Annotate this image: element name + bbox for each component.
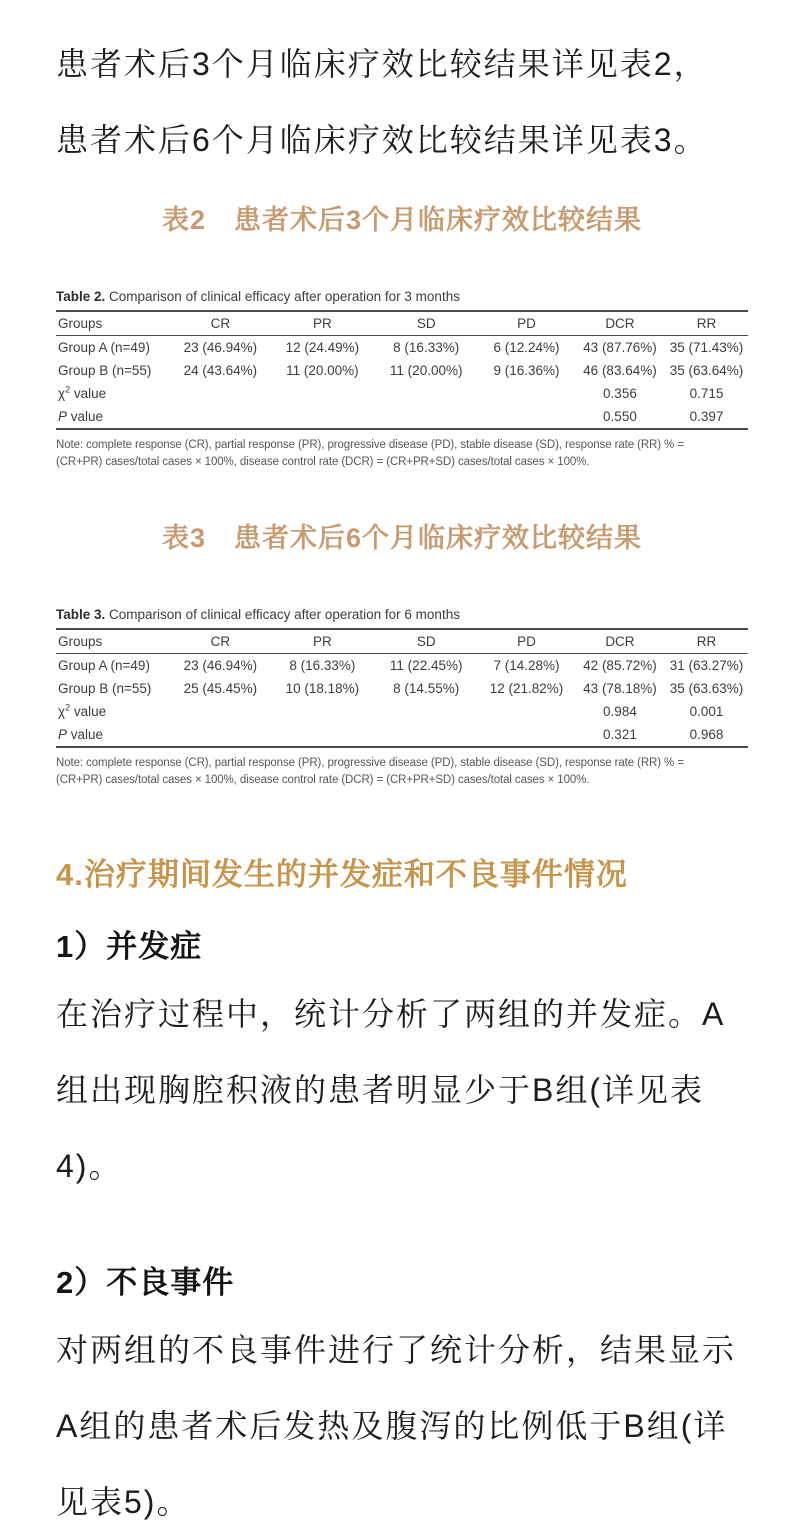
- table-cell: 6 (12.24%): [493, 339, 560, 355]
- column-header: Groups: [58, 633, 103, 649]
- table-cell: 12 (24.49%): [285, 339, 360, 355]
- table-cell: 35 (63.63%): [669, 680, 744, 696]
- row-label: $\chi^2$ value: [58, 384, 107, 401]
- table-cell: [478, 405, 575, 429]
- table-row: [56, 359, 748, 382]
- table-cell: [170, 382, 270, 405]
- table3-note-line-2: (CR+PR) cases/total cases × 100%, disease control rate (DCR) = (CR+PR+SD) cases/total cases × 100%.: [56, 773, 590, 786]
- table-cell: [478, 382, 575, 405]
- paragraph-line: 在治疗过程中，统计分析了两组的并发症。A: [56, 996, 726, 1032]
- column-header: CR: [210, 633, 231, 649]
- column-header: CR: [210, 315, 231, 331]
- table3-header-row: [56, 629, 748, 654]
- table-cell: 8 (14.55%): [393, 680, 460, 696]
- table-row: [56, 336, 748, 360]
- table-row: [56, 654, 748, 678]
- table-cell: 0.356: [603, 385, 637, 401]
- row-label: Group A (n=49): [58, 339, 150, 355]
- table-cell: 42 (85.72%): [583, 657, 657, 673]
- table-cell: 9 (16.36%): [493, 362, 560, 378]
- table-cell: 46 (83.64%): [583, 362, 657, 378]
- table2: [56, 310, 748, 430]
- table-cell: 10 (18.18%): [285, 680, 360, 696]
- table-cell: 0.321: [603, 726, 637, 742]
- column-header: SD: [416, 633, 436, 649]
- table-cell: 35 (71.43%): [669, 339, 744, 355]
- table-row: [56, 723, 748, 747]
- table-cell: [271, 382, 375, 405]
- table-cell: 0.550: [603, 408, 637, 424]
- table-cell: 8 (16.33%): [289, 657, 356, 673]
- table3-caption-cn: 表3 患者术后6个月临床疗效比较结果: [161, 523, 643, 553]
- row-label: $\chi^2$ value: [58, 702, 107, 719]
- table2-block: [56, 288, 748, 470]
- table-cell: 43 (78.18%): [583, 680, 657, 696]
- column-header: DCR: [605, 633, 635, 649]
- table2-note: [56, 437, 748, 470]
- table-cell: [374, 405, 478, 429]
- table-cell: [271, 700, 375, 723]
- table2-body: [56, 336, 748, 430]
- table-cell: 0.984: [603, 703, 637, 719]
- column-header: PD: [517, 315, 536, 331]
- paragraph-line: 组出现胸腔积液的患者明显少于B组(详见表: [56, 1072, 705, 1108]
- section4-heading: 4.治疗期间发生的并发症和不良事件情况: [56, 857, 628, 892]
- column-header: RR: [696, 633, 717, 649]
- table3-title: [56, 606, 748, 623]
- table-cell: [478, 723, 575, 747]
- table-cell: 7 (14.28%): [493, 657, 560, 673]
- table-cell: 11 (20.00%): [286, 362, 359, 378]
- table2-title-text: Comparison of clinical efficacy after operation for 3 months: [105, 289, 460, 304]
- column-header: Groups: [58, 315, 103, 331]
- row-label: P value: [58, 726, 104, 742]
- table-cell: [170, 723, 270, 747]
- table-row: [56, 700, 748, 723]
- table-cell: 12 (21.82%): [489, 680, 564, 696]
- table-cell: [271, 405, 375, 429]
- table3-note-line-1: Note: complete response (CR), partial response (PR), progressive disease (PD), stable disease (SD), response rate (RR) % =: [56, 757, 684, 769]
- table-row: [56, 405, 748, 429]
- table-cell: 43 (87.76%): [583, 339, 657, 355]
- table-cell: [374, 723, 478, 747]
- subsection1-title: 1）并发症: [56, 929, 203, 964]
- table-cell: 0.715: [689, 385, 724, 401]
- table3-note: [56, 755, 748, 788]
- table-cell: 11 (20.00%): [389, 362, 463, 378]
- row-label: Group B (n=55): [58, 680, 152, 696]
- table-cell: [170, 700, 270, 723]
- row-label: P value: [58, 408, 104, 424]
- table-cell: 11 (22.45%): [389, 657, 463, 673]
- column-header: PR: [313, 633, 332, 649]
- row-label: Group B (n=55): [58, 362, 152, 378]
- table2-note-line-2: (CR+PR) cases/total cases × 100%, disease control rate (DCR) = (CR+PR+SD) cases/total cases × 100%.: [56, 455, 590, 468]
- column-header: RR: [696, 315, 717, 331]
- table-cell: [170, 405, 270, 429]
- table3-title-label: Table 3.: [56, 607, 106, 622]
- subsection2-paragraph: [56, 1312, 748, 1540]
- table-row: [56, 382, 748, 405]
- intro-line-2: 患者术后6个月临床疗效比较结果详见表3。: [56, 122, 708, 158]
- table-cell: 25 (45.45%): [183, 680, 258, 696]
- intro-paragraph: [56, 26, 748, 178]
- table3-title-text: Comparison of clinical efficacy after operation for 6 months: [105, 607, 460, 622]
- table-cell: 31 (63.27%): [669, 657, 744, 673]
- table-cell: 0.968: [689, 726, 724, 742]
- column-header: PD: [517, 633, 536, 649]
- table-cell: 23 (46.94%): [183, 657, 258, 673]
- table-cell: [374, 700, 478, 723]
- row-label: Group A (n=49): [58, 657, 150, 673]
- table3-body: [56, 654, 748, 748]
- table2-header-row: [56, 311, 748, 336]
- intro-line-1: 患者术后3个月临床疗效比较结果详见表2，: [56, 46, 708, 82]
- table-cell: 8 (16.33%): [393, 339, 460, 355]
- subsection1-paragraph: [56, 976, 748, 1204]
- table-cell: 0.397: [689, 408, 724, 424]
- table-cell: 23 (46.94%): [183, 339, 258, 355]
- table2-title-label: Table 2.: [56, 289, 106, 304]
- table3: [56, 628, 748, 748]
- paragraph-line: 对两组的不良事件进行了统计分析，结果显示: [56, 1332, 737, 1368]
- table-cell: [271, 723, 375, 747]
- paragraph-line: 4)。: [56, 1148, 123, 1184]
- table-cell: 24 (43.64%): [183, 362, 258, 378]
- table-row: [56, 677, 748, 700]
- table-cell: [374, 382, 478, 405]
- table-cell: 35 (63.64%): [669, 362, 744, 378]
- column-header: DCR: [605, 315, 635, 331]
- table2-note-line-1: Note: complete response (CR), partial response (PR), progressive disease (PD), stable disease (SD), response rate (RR) % =: [56, 439, 684, 451]
- column-header: SD: [416, 315, 436, 331]
- table2-title: [56, 288, 748, 305]
- paragraph-line: 见表5)。: [56, 1484, 191, 1520]
- paragraph-line: A组的患者术后发热及腹泻的比例低于B组(详: [56, 1408, 728, 1444]
- column-header: PR: [313, 315, 332, 331]
- table-cell: 0.001: [689, 703, 724, 719]
- table-cell: [478, 700, 575, 723]
- table3-block: [56, 606, 748, 788]
- table2-caption-cn: 表2 患者术后3个月临床疗效比较结果: [161, 205, 643, 235]
- subsection2-title: 2）不良事件: [56, 1265, 235, 1300]
